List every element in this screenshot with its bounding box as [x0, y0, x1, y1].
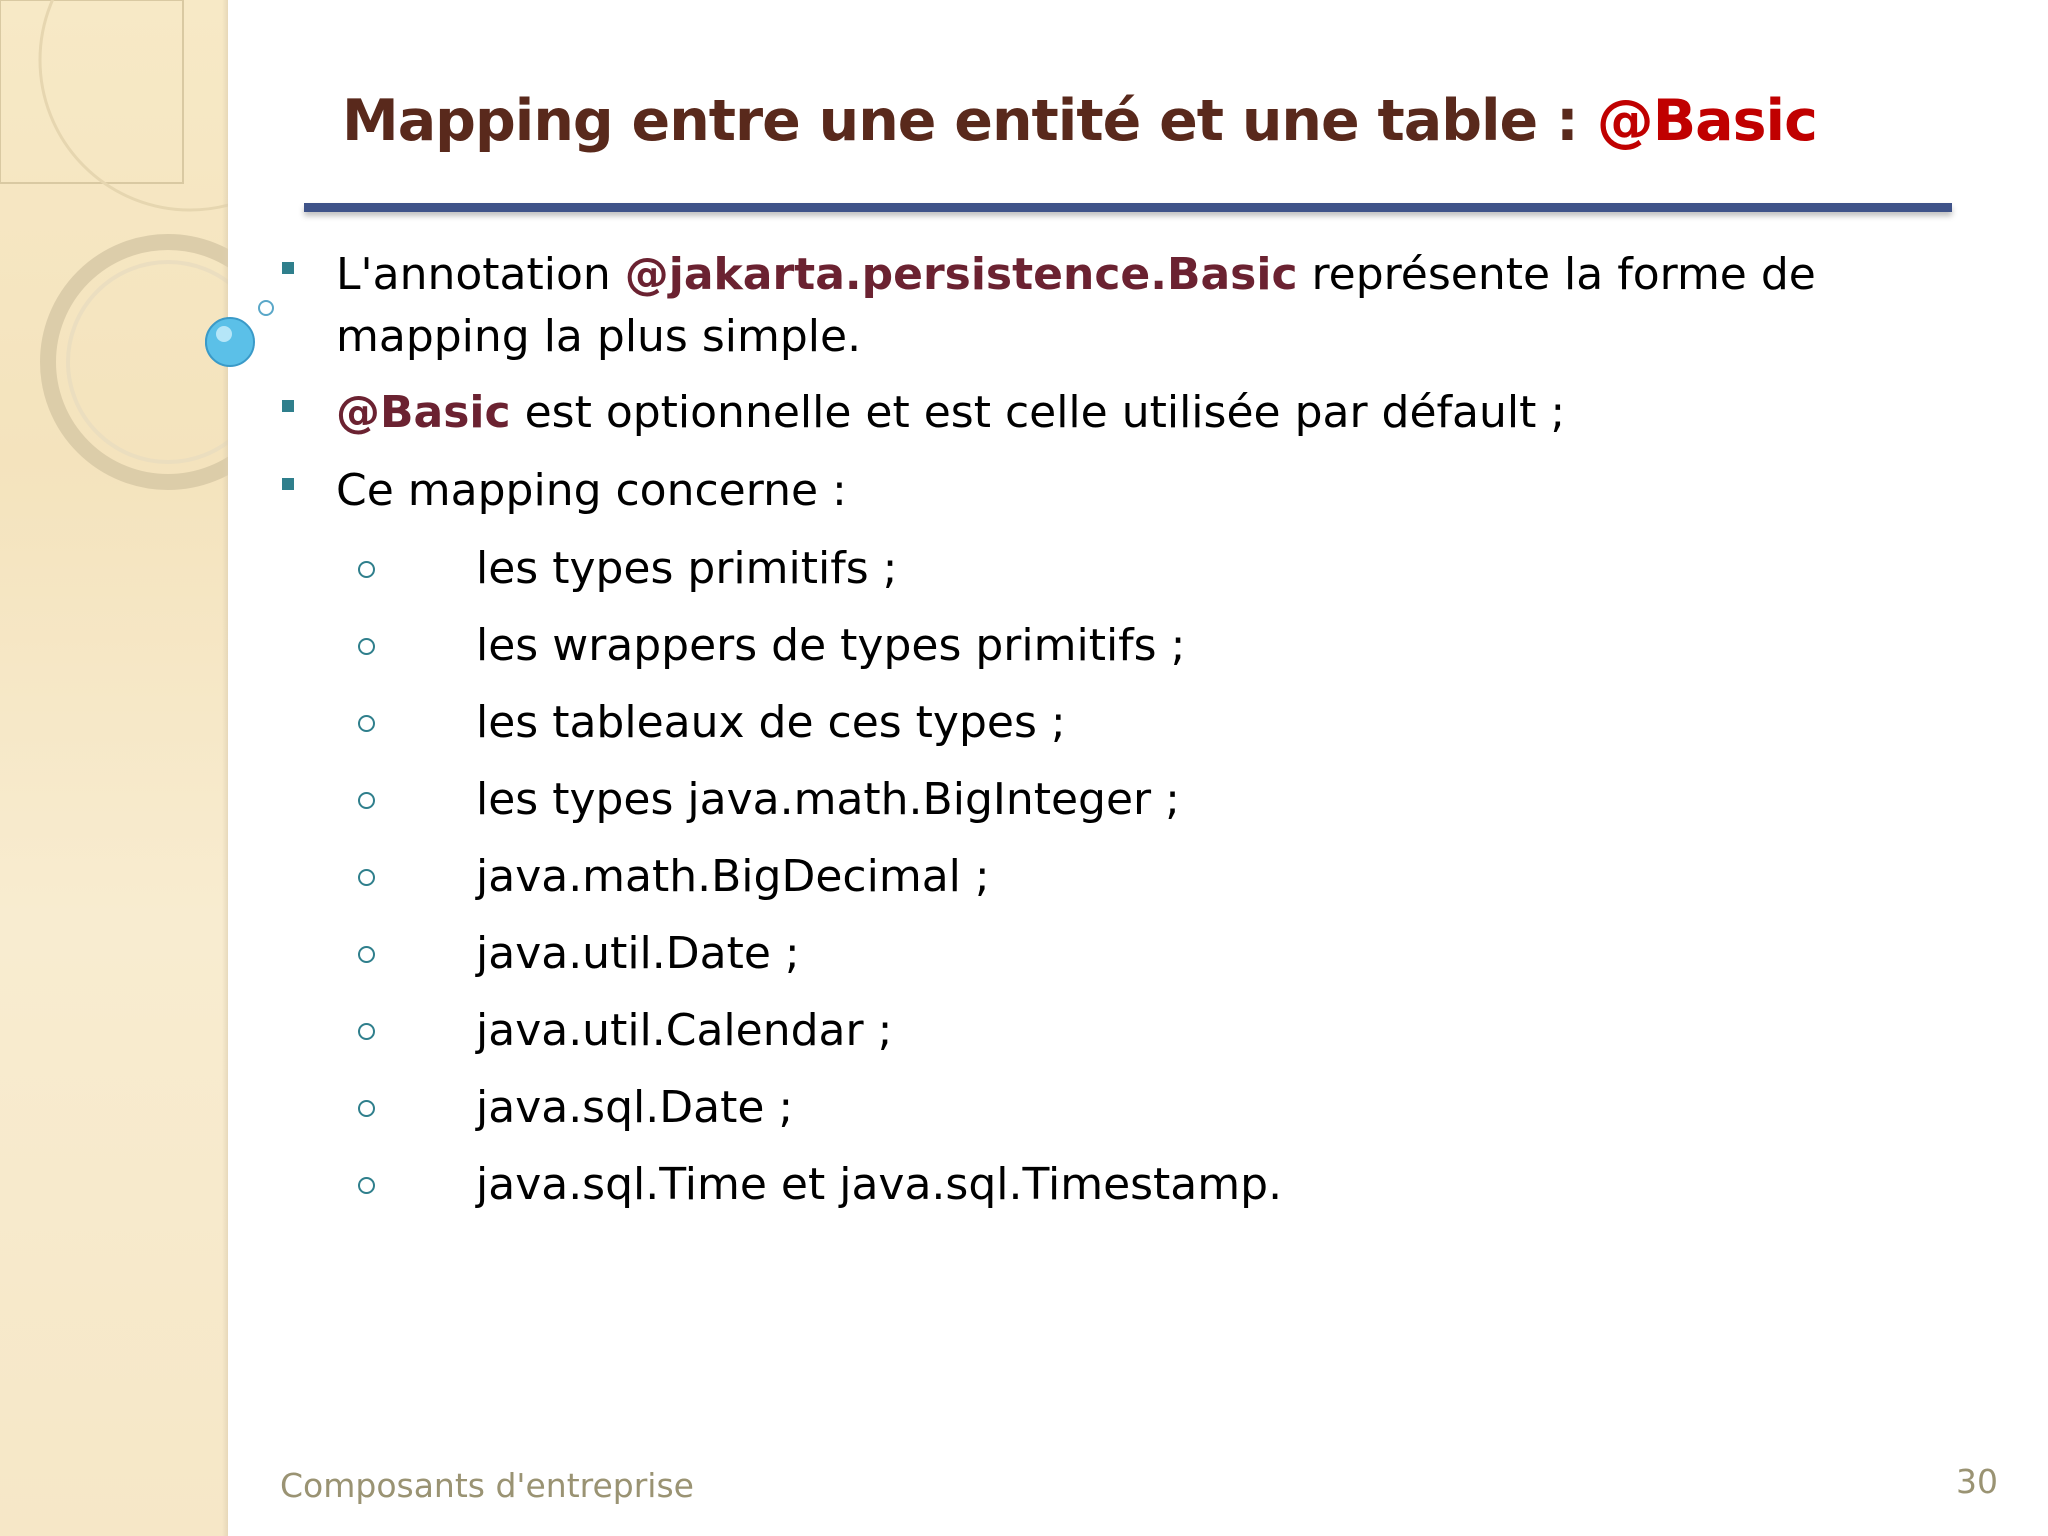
sub-item-text: java.sql.Date ; [476, 1082, 794, 1133]
circle-bullet-icon [358, 1177, 375, 1194]
title-divider [304, 203, 1952, 212]
bullet-highlight: @Basic [336, 387, 511, 438]
sub-item-text: java.sql.Time et java.sql.Timestamp. [476, 1159, 1283, 1210]
square-bullet-icon [282, 400, 294, 412]
sub-item-text: les types primitifs ; [476, 543, 898, 594]
bullet-highlight: @jakarta.persistence.Basic [624, 249, 1298, 300]
sub-item-text: java.util.Date ; [476, 928, 800, 979]
bullet-item [280, 244, 1980, 368]
decorative-circles [0, 0, 228, 1536]
page-number: 30 [1956, 1462, 1998, 1501]
sub-list-item [280, 1154, 1980, 1216]
slide-title [342, 88, 1817, 154]
title-accent: @Basic [1596, 88, 1817, 154]
sub-list-item [280, 538, 1980, 600]
bullet-item [280, 460, 1980, 522]
sub-list-item [280, 615, 1980, 677]
square-bullet-icon [282, 478, 294, 490]
sub-item-text: les types java.math.BigInteger ; [476, 774, 1180, 825]
bullet-text: L'annotation [336, 249, 625, 300]
bullet-text: Ce mapping concerne : [336, 465, 847, 516]
circle-bullet-icon [358, 869, 375, 886]
circle-bullet-icon [358, 715, 375, 732]
circle-bullet-icon [358, 1100, 375, 1117]
circle-bullet-icon [358, 638, 375, 655]
decorative-sidebar [0, 0, 228, 1536]
sub-item-text: java.math.BigDecimal ; [476, 851, 990, 902]
sub-item-text: java.util.Calendar ; [476, 1005, 893, 1056]
footer-label: Composants d'entreprise [280, 1466, 694, 1505]
circle-bullet-icon [358, 792, 375, 809]
bullet-text: représente la forme de mapping la plus simple. [336, 249, 1816, 362]
sub-list-item [280, 692, 1980, 754]
title-main: Mapping entre une entité et une table : [342, 88, 1597, 154]
circle-bullet-icon [358, 946, 375, 963]
sub-item-text: les tableaux de ces types ; [476, 697, 1066, 748]
sub-list-item [280, 1000, 1980, 1062]
sub-list-item [280, 769, 1980, 831]
sub-list-item [280, 1077, 1980, 1139]
square-bullet-icon [282, 262, 294, 274]
sub-item-text: les wrappers de types primitifs ; [476, 620, 1186, 671]
sub-list-item [280, 846, 1980, 908]
bullet-list [280, 244, 1980, 1231]
circle-bullet-icon [358, 561, 375, 578]
bullet-text: est optionnelle et est celle utilisée par défault ; [510, 387, 1566, 438]
circle-bullet-icon [358, 1023, 375, 1040]
bullet-item [280, 382, 1980, 444]
sub-list-item [280, 923, 1980, 985]
